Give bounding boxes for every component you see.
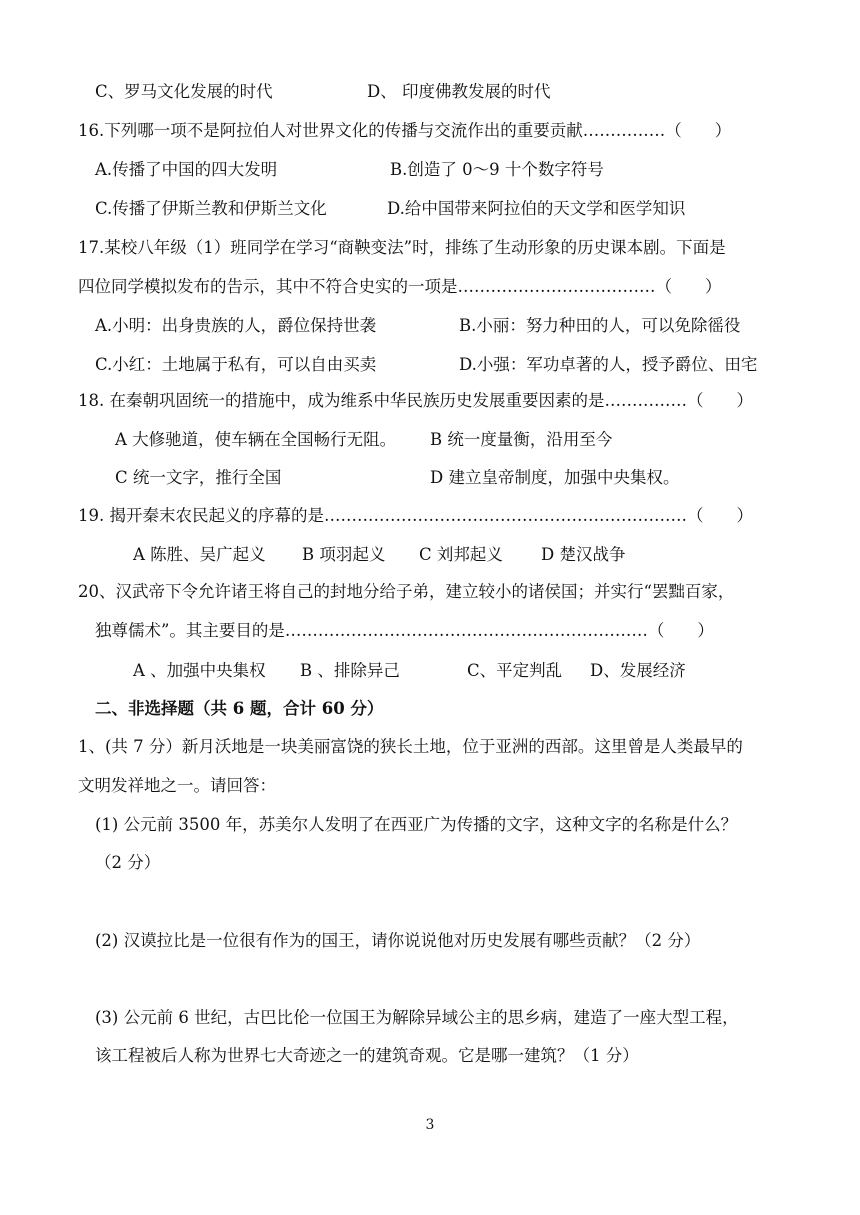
q20-stem-line2: 独尊儒术”。其主要目的是…………………………………………………………（ ） — [95, 621, 714, 640]
q18-option-a: A 大修驰道，使车辆在全国畅行无阻。 — [115, 430, 397, 449]
q18-option-b: B 统一度量衡，沿用至今 — [430, 430, 613, 449]
nq1-sub2: (2) 汉谟拉比是一位很有作为的国王，请你说说他对历史发展有哪些贡献？（2 分） — [95, 931, 701, 950]
q16-option-a: A.传播了中国的四大发明 — [95, 160, 278, 179]
nq1-sub3-line1: (3) 公元前 6 世纪，古巴比伦一位国王为解除异域公主的思乡病，建造了一座大型工程， — [95, 1008, 739, 1027]
q18-stem: 18. 在秦朝巩固统一的措施中，成为维系中华民族历史发展重要因素的是……………（ ） — [78, 391, 753, 410]
q19-option-d: D 楚汉战争 — [541, 545, 626, 564]
q20-option-c: C、平定判乱 — [467, 661, 563, 680]
q17-option-b: B.小丽：努力种田的人，可以免除徭役 — [459, 316, 741, 335]
q20-option-d: D、发展经济 — [590, 661, 686, 680]
q17-stem-line1: 17.某校八年级（1）班同学在学习“商鞅变法”时，排练了生动形象的历史课本剧。下面是 — [78, 238, 726, 257]
q15-option-c: C、罗马文化发展的时代 — [95, 82, 273, 101]
q15-option-d: D、 印度佛教发展的时代 — [367, 82, 551, 101]
q20-option-b: B 、排除异己 — [300, 661, 400, 680]
q17-option-c: C.小红：土地属于私有，可以自由买卖 — [95, 355, 377, 374]
q18-option-d: D 建立皇帝制度，加强中央集权。 — [430, 468, 680, 487]
nq1-sub1-line1: (1) 公元前 3500 年，苏美尔人发明了在西亚广为传播的文字，这种文字的名称是什么？ — [95, 815, 738, 834]
section-title: 二、非选择题（共 6 题，合计 60 分） — [95, 699, 384, 718]
q17-option-d: D.小强：军功卓著的人，授予爵位、田宅 — [459, 355, 758, 374]
page-number: 3 — [425, 1117, 435, 1133]
q17-option-a: A.小明：出身贵族的人，爵位保持世袭 — [95, 316, 377, 335]
nq1-stem-line1: 1、(共 7 分）新月沃地是一块美丽富饶的狭长土地，位于亚洲的西部。这里曾是人类最早的 — [78, 737, 743, 756]
q16-option-c: C.传播了伊斯兰教和伊斯兰文化 — [95, 199, 327, 218]
nq1-sub3-line2: 该工程被后人称为世界七大奇迹之一的建筑奇观。它是哪一建筑？（1 分） — [95, 1046, 639, 1065]
q20-option-a: A 、加强中央集权 — [133, 661, 266, 680]
q17-stem-line2: 四位同学模拟发布的告示，其中不符合史实的一项是………………………………（ ） — [78, 277, 722, 296]
q19-option-a: A 陈胜、吴广起义 — [133, 545, 266, 564]
q18-option-c: C 统一文字，推行全国 — [115, 468, 282, 487]
q19-option-c: C 刘邦起义 — [419, 545, 503, 564]
q19-option-b: B 项羽起义 — [302, 545, 386, 564]
q16-option-d: D.给中国带来阿拉伯的天文学和医学知识 — [387, 199, 686, 218]
nq1-stem-line2: 文明发祥地之一。请回答： — [78, 776, 276, 795]
q16-stem: 16.下列哪一项不是阿拉伯人对世界文化的传播与交流作出的重要贡献……………（ ） — [78, 121, 732, 140]
q16-option-b: B.创造了 0～9 十个数字符号 — [390, 160, 604, 179]
q20-stem-line1: 20、汉武帝下令允许诸王将自己的封地分给子弟，建立较小的诸侯国；并实行“罢黜百家， — [78, 582, 735, 601]
nq1-sub1-line2: （2 分） — [95, 853, 161, 872]
q19-stem: 19. 揭开秦末农民起义的序幕的是…………………………………………………………（ ） — [78, 506, 753, 525]
